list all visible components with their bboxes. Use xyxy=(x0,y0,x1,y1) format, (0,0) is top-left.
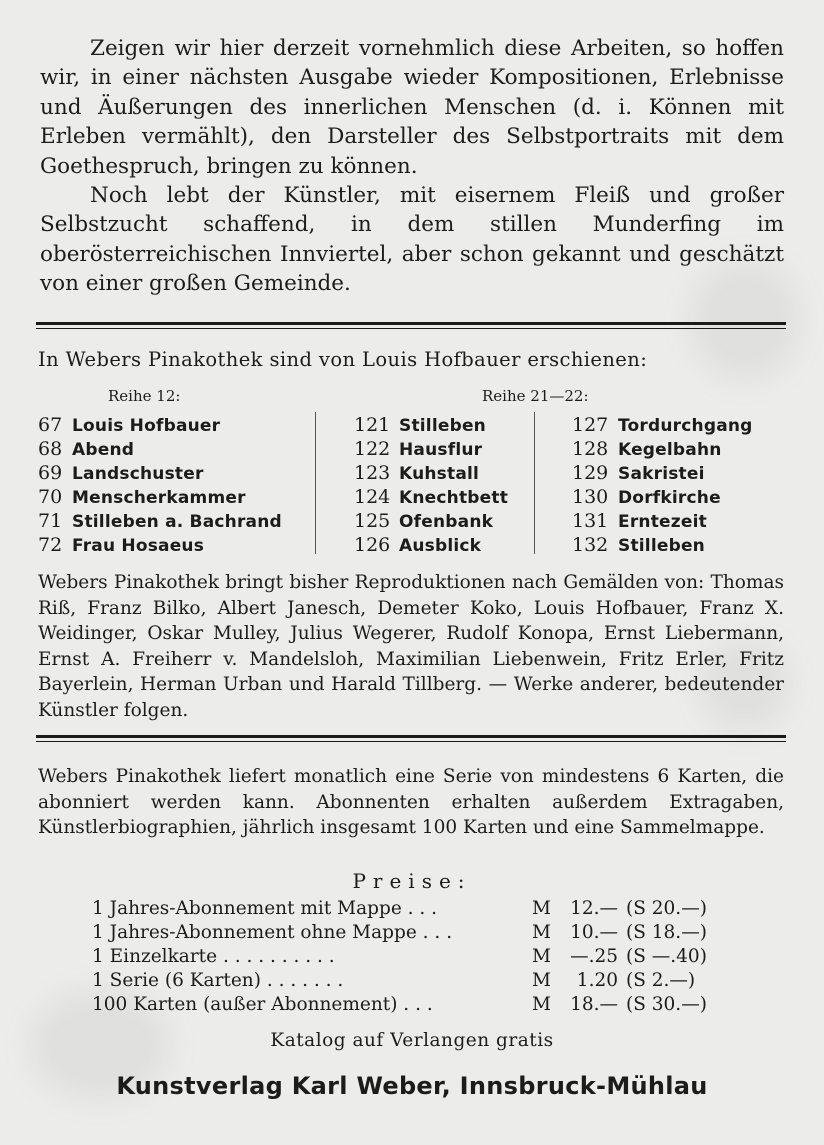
card-title: Kegelbahn xyxy=(618,440,722,460)
price-schilling: (S 20.—) xyxy=(626,898,707,919)
card-number: 122 xyxy=(354,438,391,460)
card-number: 123 xyxy=(354,462,391,484)
card-title: Tordurchgang xyxy=(618,416,753,436)
card-column-3 xyxy=(572,413,753,557)
price-schilling: (S 30.—) xyxy=(626,994,707,1015)
card-title: Menscherkammer xyxy=(72,488,246,508)
card-number: 128 xyxy=(572,438,609,460)
subscription-text: Webers Pinakothek liefert monatlich eine Serie von mindestens 6 Karten, die abonniert werden kann. Abonnenten erhalten außerdem Extragaben, Künstlerbiographien, jährlich insgesamt 100 Karten und eine Sammelmappe. xyxy=(38,766,784,839)
price-currency: M xyxy=(532,946,551,967)
card-number: 130 xyxy=(572,486,609,508)
series-label-12: Reihe 12: xyxy=(108,387,181,405)
intro-text xyxy=(40,34,784,299)
price-schilling: (S 18.—) xyxy=(626,922,707,943)
card-title: Stilleben xyxy=(618,536,705,556)
pinakothek-heading: In Webers Pinakothek sind von Louis Hofbauer erschienen: xyxy=(38,348,648,371)
price-label: 100 Karten (außer Abonnement) . . . xyxy=(92,994,433,1015)
price-table xyxy=(92,897,732,1017)
card-number: 132 xyxy=(572,534,609,556)
column-separator xyxy=(534,412,535,554)
price-schilling: (S —.40) xyxy=(626,946,707,967)
card-entry xyxy=(354,509,508,533)
price-label: 1 Einzelkarte . . . . . . . . . . xyxy=(92,946,335,967)
prices-title: Preise: xyxy=(352,869,472,893)
intro-paragraph-2: Noch lebt der Künstler, mit eisernem Fleiß und großer Selbstzucht schaffend, in dem stillen Munderfing im oberösterreichischen Innviertel, aber schon gekannt und geschätzt von einer großen Gemeinde. xyxy=(40,183,784,297)
card-number: 124 xyxy=(354,486,391,508)
card-entry xyxy=(354,413,508,437)
price-row xyxy=(92,921,732,945)
card-entry xyxy=(38,485,282,509)
card-number: 131 xyxy=(572,510,609,532)
card-title: Sakristei xyxy=(618,464,705,484)
price-label: 1 Jahres-Abonnement ohne Mappe . . . xyxy=(92,922,453,943)
divider-rule-top xyxy=(36,322,786,329)
price-currency: M xyxy=(532,898,551,919)
divider-rule-bottom xyxy=(36,735,786,742)
price-label: 1 Jahres-Abonnement mit Mappe . . . xyxy=(92,898,438,919)
price-currency: M xyxy=(532,994,551,1015)
card-title: Kuhstall xyxy=(399,464,480,484)
card-column-2 xyxy=(354,413,508,557)
publisher-imprint: Kunstverlag Karl Weber, Innsbruck-Mühlau xyxy=(116,1072,708,1100)
card-number: 70 xyxy=(38,486,63,508)
card-entry xyxy=(354,461,508,485)
column-separator xyxy=(315,412,316,554)
card-title: Dorfkirche xyxy=(618,488,721,508)
price-schilling: (S 2.—) xyxy=(626,970,696,991)
price-row xyxy=(92,993,732,1017)
card-entry xyxy=(38,461,282,485)
card-entry xyxy=(38,533,282,557)
price-row xyxy=(92,969,732,993)
price-row xyxy=(92,897,732,921)
card-number: 69 xyxy=(38,462,63,484)
price-currency: M xyxy=(532,970,551,991)
intro-paragraph-1: Zeigen wir hier derzeit vornehmlich diese Arbeiten, so hoffen wir, in einer nächsten Ausgabe wieder Kompositionen, Erlebnisse und Äußerungen des innerlichen Menschen (d. i. Können mit Erleben vermählt), den Darsteller des Selbstportraits mit dem Goethespruch, bringen zu können. xyxy=(40,36,784,179)
catalog-note: Katalog auf Verlangen gratis xyxy=(270,1030,554,1051)
card-title: Louis Hofbauer xyxy=(72,416,221,436)
card-column-1 xyxy=(38,413,282,557)
price-value: 1.20 xyxy=(576,970,618,991)
price-value: 10.— xyxy=(570,922,618,943)
card-entry xyxy=(572,533,753,557)
reproductions-text: Webers Pinakothek bringt bisher Reproduktionen nach Gemälden von: Thomas Riß, Franz Bilko, Albert Janesch, Demeter Koko, Louis Hofbauer, Franz X. Weidinger, Oskar Mulley, Julius Wegerer, Rudolf Konopa, Ernst Liebermann, Ernst A. Freiherr v. Mandelsloh, Maximilian Liebenwein, Fritz Erler, Fritz Bayerlein, Herman Urban und Harald Tillberg. — Werke anderer, bedeutender Künstler folgen. xyxy=(38,572,784,721)
price-value: 18.— xyxy=(570,994,618,1015)
card-entry xyxy=(572,509,753,533)
card-title: Frau Hosaeus xyxy=(72,536,205,556)
card-number: 71 xyxy=(38,510,63,532)
reproductions-paragraph xyxy=(38,570,784,724)
series-label-21-22: Reihe 21—22: xyxy=(482,387,589,405)
card-number: 127 xyxy=(572,414,609,436)
card-title: Hausflur xyxy=(399,440,483,460)
card-title: Stilleben a. Bachrand xyxy=(72,512,282,532)
card-entry xyxy=(38,509,282,533)
price-label: 1 Serie (6 Karten) . . . . . . . xyxy=(92,970,344,991)
card-entry xyxy=(38,413,282,437)
card-entry xyxy=(572,461,753,485)
price-row xyxy=(92,945,732,969)
card-number: 68 xyxy=(38,438,63,460)
card-number: 125 xyxy=(354,510,391,532)
card-entry xyxy=(572,413,753,437)
price-value: —.25 xyxy=(570,946,618,967)
price-value: 12.— xyxy=(570,898,618,919)
card-title: Ofenbank xyxy=(399,512,494,532)
card-title: Landschuster xyxy=(72,464,204,484)
card-entry xyxy=(572,485,753,509)
card-entry xyxy=(354,437,508,461)
card-title: Abend xyxy=(72,440,135,460)
card-title: Stilleben xyxy=(399,416,486,436)
card-number: 129 xyxy=(572,462,609,484)
card-entry xyxy=(572,437,753,461)
card-title: Ausblick xyxy=(399,536,482,556)
card-number: 67 xyxy=(38,414,63,436)
card-entry xyxy=(354,533,508,557)
subscription-paragraph xyxy=(38,764,784,841)
card-number: 126 xyxy=(354,534,391,556)
card-entry xyxy=(354,485,508,509)
card-title: Erntezeit xyxy=(618,512,707,532)
card-title: Knechtbett xyxy=(399,488,509,508)
price-currency: M xyxy=(532,922,551,943)
card-number: 121 xyxy=(354,414,391,436)
card-number: 72 xyxy=(38,534,63,556)
card-entry xyxy=(38,437,282,461)
